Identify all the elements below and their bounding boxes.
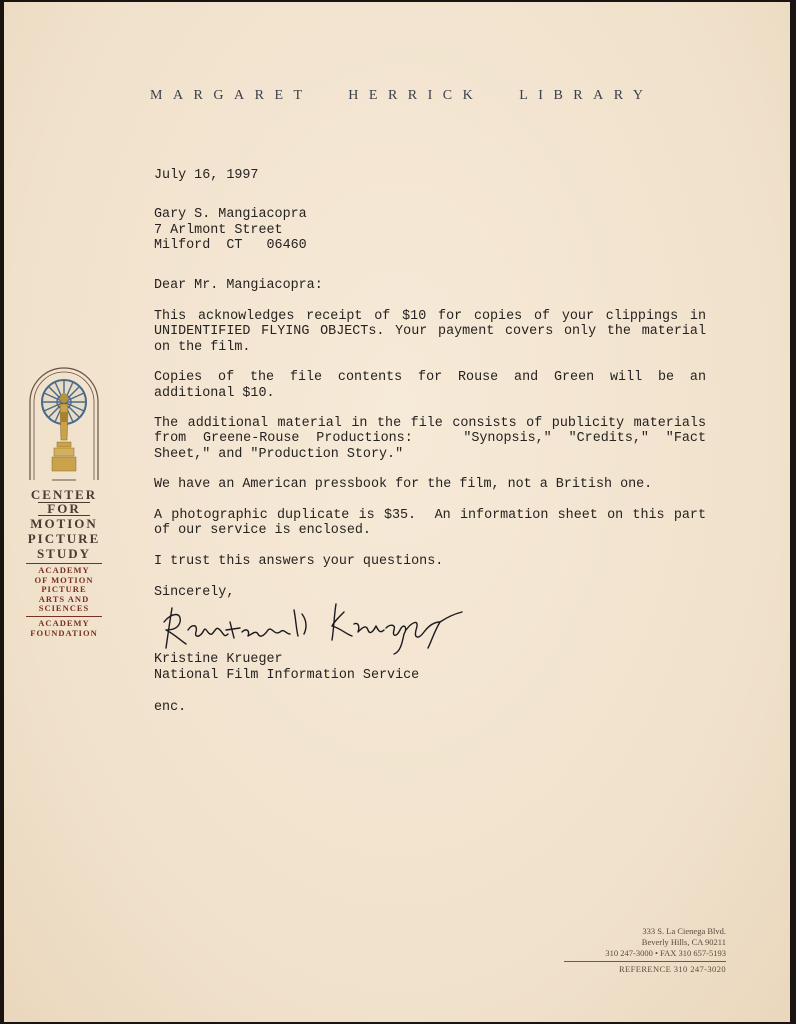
logo-center: CENTER [30, 487, 98, 502]
recipient-city: Milford CT 06460 [154, 238, 307, 254]
library-footer [564, 926, 726, 975]
paragraph: The additional material in the file consists of publicity materials from Greene-Rouse Productions: "Synopsis," "Credits," "Fact Sheet," and "Production Story." [154, 416, 715, 462]
logo-academy: ACADEMY [38, 565, 90, 575]
letter-body [154, 168, 715, 716]
enclosure-note: enc. [154, 700, 187, 716]
paragraph: I trust this answers your questions. [154, 553, 444, 569]
paragraph: We have an American pressbook for the film, not a British one. [154, 477, 653, 493]
logo-motion: MOTION [30, 516, 98, 531]
logo-academy-2: ACADEMY [38, 617, 90, 628]
footer-address-2: Beverly Hills, CA 90211 [641, 937, 726, 947]
signature-block [154, 600, 706, 652]
salutation: Dear Mr. Mangiacopra: [154, 277, 323, 293]
footer-address-1: 333 S. La Cienega Blvd. [642, 926, 726, 936]
logo-picture: PICTURE [27, 531, 101, 546]
recipient-address [154, 207, 706, 253]
recipient-street: 7 Arlmont Street [154, 222, 283, 238]
recipient-name: Gary S. Mangiacopra [154, 207, 307, 223]
paragraph: This acknowledges receipt of $10 for copies of your clippings in UNIDENTIFIED FLYING OBJECTs. Your payment covers only the material on the film. [154, 309, 706, 355]
logo-picture-2: PICTURE [41, 584, 87, 595]
logo-of-motion: OF MOTION [34, 574, 94, 585]
handwritten-signature [154, 600, 484, 656]
signer-name: Kristine Krueger [154, 652, 283, 668]
signer-title: National Film Information Service [154, 667, 420, 683]
logo-study: STUDY [36, 546, 92, 561]
logo-foundation: FOUNDATION [30, 627, 98, 638]
paragraph: A photographic duplicate is $35. An information sheet on this part of our service is enclosed. [154, 507, 715, 539]
paragraph: Copies of the file contents for Rouse and Green will be an additional $10. [154, 370, 706, 401]
logo-arts-and: ARTS AND [38, 593, 90, 604]
oscar-statuette-window-icon [22, 362, 106, 482]
footer-phone: 310 247-3000 • FAX 310 657-5193 [605, 948, 726, 958]
center-for-motion-picture-study-logo [22, 362, 106, 638]
logo-sciences: SCIENCES [38, 603, 90, 614]
letter-date: July 16, 1997 [154, 168, 259, 183]
closing: Sincerely, [154, 584, 235, 600]
letterhead-title: MARGARET HERRICK LIBRARY [150, 88, 654, 103]
footer-reference: REFERENCE 310 247-3020 [564, 961, 726, 975]
logo-for: FOR [38, 502, 90, 516]
letter-page [4, 2, 790, 1022]
